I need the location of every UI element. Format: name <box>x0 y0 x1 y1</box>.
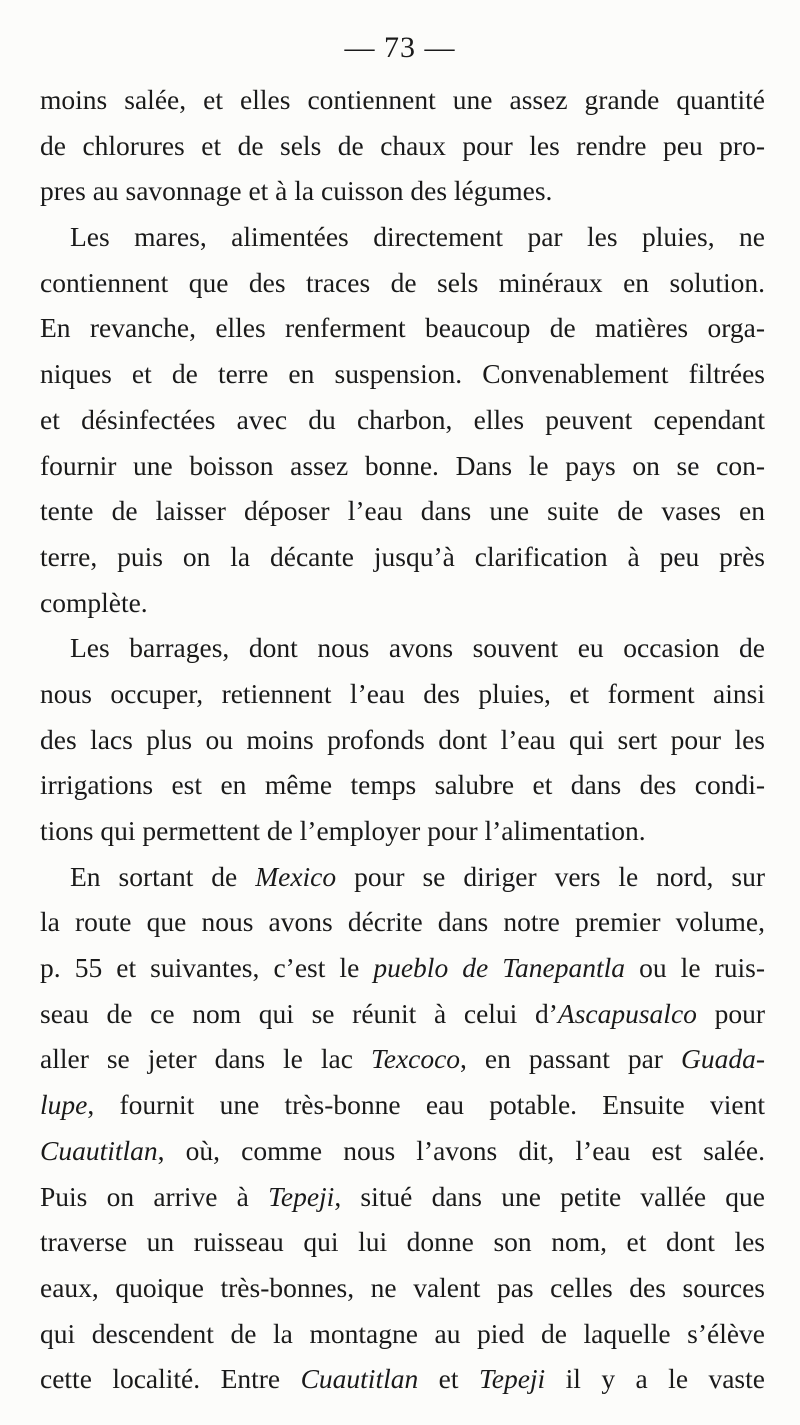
text-line: des lacs plus ou moins profonds dont l’eau qui sert pour les <box>40 723 765 755</box>
text-segment: ou le ruis- <box>625 952 765 984</box>
text-segment: , où, comme nous l’avons dit, l’eau est salée. <box>157 1134 765 1166</box>
text-segment: aller se jeter dans le lac <box>40 1043 371 1075</box>
text-segment: pour se diriger vers le nord, sur <box>336 860 765 892</box>
text-line <box>40 1128 765 1174</box>
italic-text: pueblo de Tanepantla <box>373 952 626 984</box>
text-segment: p. 55 et suivantes, c’est le <box>40 952 374 984</box>
text-line <box>40 1082 765 1128</box>
italic-text: Guada- <box>680 1043 765 1075</box>
text-line <box>40 1174 765 1220</box>
text-line: fournir une boisson assez bonne. Dans le pays on se con- <box>40 449 765 481</box>
text-line: Les barrages, dont nous avons souvent eu occasion de <box>70 632 765 664</box>
text-segment: En sortant de <box>70 860 256 892</box>
text-line <box>40 1356 765 1402</box>
text-segment: cette localité. Entre <box>40 1363 301 1395</box>
text-line <box>40 991 765 1037</box>
text-line: de chlorures et de sels de chaux pour les rendre peu pro- <box>40 129 765 161</box>
italic-text: Ascapusalco <box>557 997 697 1029</box>
text-segment: , en passant par <box>460 1043 681 1075</box>
body-text <box>40 77 765 1402</box>
text-line: la route que nous avons décrite dans notre premier volume, <box>40 906 765 938</box>
page-number: — 73 — <box>344 31 456 64</box>
text-line: moins salée, et elles contiennent une assez grande quantité <box>40 84 765 115</box>
italic-text: lupe <box>40 1089 88 1121</box>
italic-text: Tepeji <box>478 1363 546 1395</box>
text-line: traverse un ruisseau qui lui donne son nom, et dont les <box>40 1226 765 1258</box>
text-line: En revanche, elles renferment beaucoup de matières orga- <box>40 312 765 344</box>
text-line: Les mares, alimentées directement par les pluies, ne <box>70 221 765 253</box>
text-line: contiennent que des traces de sels minéraux en solution. <box>40 266 765 298</box>
text-line: eaux, quoique très-bonnes, ne valent pas celles des sources <box>40 1271 765 1303</box>
italic-text: Tepeji <box>268 1180 335 1212</box>
text-segment: il y a le vaste <box>545 1363 765 1395</box>
text-segment: et <box>418 1363 479 1395</box>
text-line: pres au savonnage et à la cuisson des légumes. <box>40 175 553 207</box>
text-line: et désinfectées avec du charbon, elles peuvent cependant <box>40 403 765 435</box>
text-line: qui descendent de la montagne au pied de laquelle s’élève <box>40 1317 765 1349</box>
text-segment: , situé dans une petite vallée que <box>334 1180 765 1212</box>
text-line <box>40 854 765 900</box>
text-line: tente de laisser déposer l’eau dans une suite de vases en <box>40 495 765 527</box>
text-line: niques et de terre en suspension. Convenablement filtrées <box>40 358 765 390</box>
text-segment: pour <box>696 997 765 1029</box>
text-segment: Puis on arrive à <box>40 1180 269 1212</box>
text-line: complète. <box>40 586 148 618</box>
text-line: nous occuper, retiennent l’eau des pluies, et forment ainsi <box>40 677 765 709</box>
text-line: terre, puis on la décante jusqu’à clarification à peu près <box>40 540 765 572</box>
text-segment: seau de ce nom qui se réunit à celui d’ <box>40 997 558 1029</box>
text-line <box>40 945 765 991</box>
italic-text: Cuautitlan <box>40 1134 158 1166</box>
italic-text: Cuautitlan <box>300 1363 419 1395</box>
italic-text: Texcoco <box>370 1043 461 1075</box>
text-line: irrigations est en même temps salubre et dans des condi- <box>40 769 765 801</box>
text-line: tions qui permettent de l’employer pour l’alimentation. <box>40 815 646 846</box>
text-line <box>40 1036 765 1082</box>
italic-text: Mexico <box>255 860 337 892</box>
text-segment: , fournit une très-bonne eau potable. Ensuite vient <box>87 1089 765 1121</box>
